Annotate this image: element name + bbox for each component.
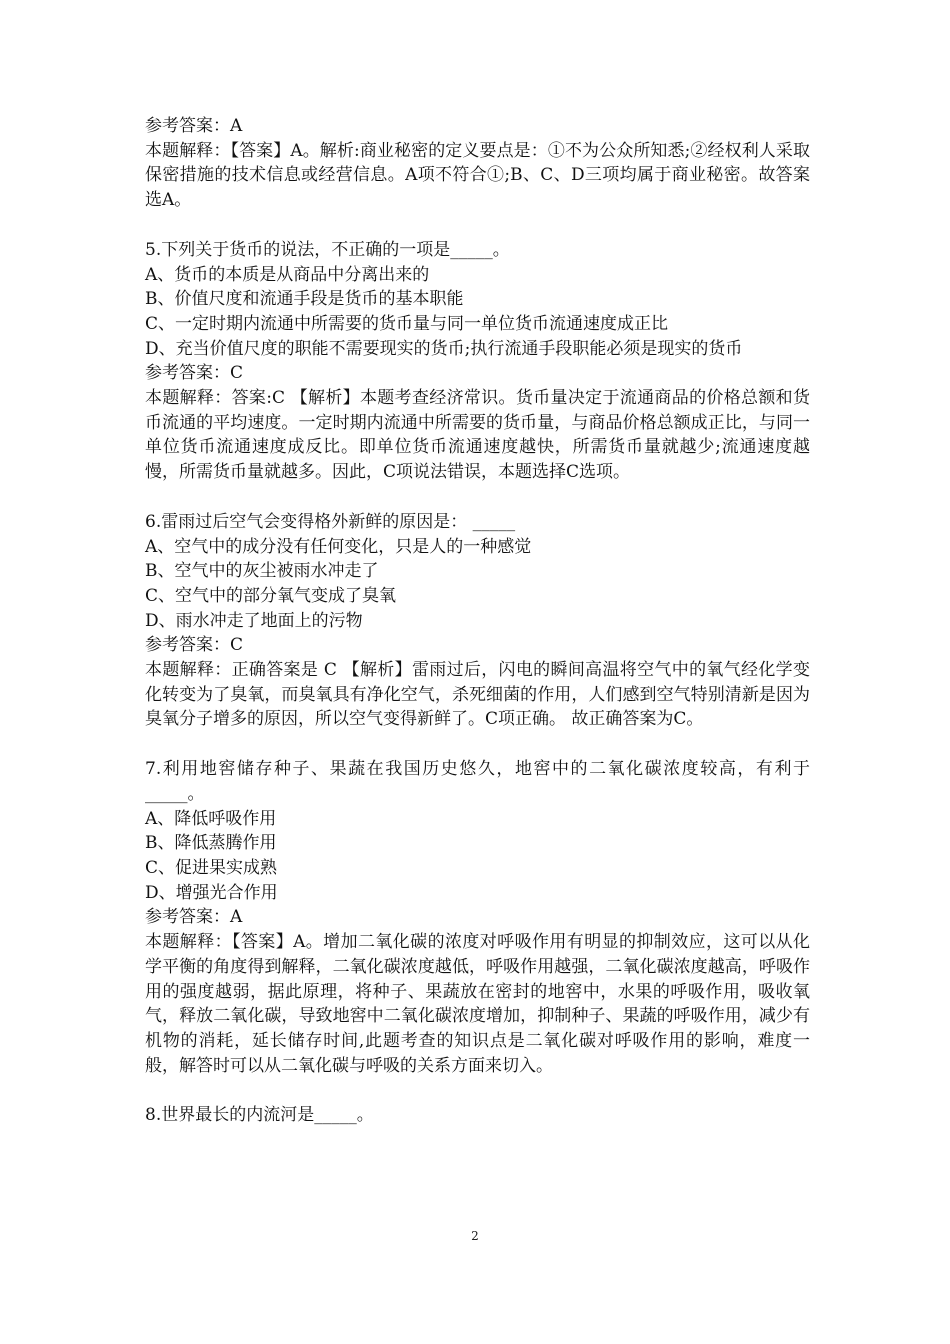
page-content [145,114,810,1128]
q5-question: 5.下列关于货币的说法，不正确的一项是_____。 [145,239,510,260]
q5-explanation: 本题解释：答案:C 【解析】本题考查经济常识。货币量决定于流通商品的价格总额和货币流通的平均速度。一定时期内流通中所需要的货币量，与商品价格总额成正比，与同一单位货币流通速度成反比。即单位货币流通速度越快，所需货币量就越少;流通速度越慢，所需货币量就越多。因此，C项说法错误，本题选择C选项。 [145,388,810,483]
spacer [145,732,810,757]
q6-option-d: D、雨水冲走了地面上的污物 [145,610,363,631]
q7-answer: 参考答案：A [145,907,243,928]
q6-question: 6.雷雨过后空气会变得格外新鲜的原因是： _____ [145,511,516,532]
q7-option-a: A、降低呼吸作用 [145,808,277,829]
spacer [145,485,810,510]
q5-option-b: B、价值尺度和流通手段是货币的基本职能 [145,289,464,310]
q5-option-c: C、一定时期内流通中所需要的货币量与同一单位货币流通速度成正比 [145,313,669,334]
q6-option-c: C、空气中的部分氧气变成了臭氧 [145,585,397,606]
q4-answer: 参考答案：A [145,116,243,136]
q7-explanation: 本题解释：【答案】A。增加二氧化碳的浓度对呼吸作用有明显的抑制效应，这可以从化学平衡的角度得到解释，二氧化碳浓度越低，呼吸作用越强，二氧化碳浓度越高，呼吸作用的强度越弱，据此原理，将种子、果蔬放在密封的地窖中，水果的呼吸作用，吸收氧气，释放二氧化碳，导致地窖中二氧化碳浓度增加，抑制种子、果蔬的呼吸作用，减少有机物的消耗，延长储存时间,此题考查的知识点是二氧化碳对呼吸作用的影响，难度一般，解答时可以从二氧化碳与呼吸的关系方面来切入。 [145,932,810,1076]
q5-answer: 参考答案：C [145,363,244,384]
q7-option-d: D、增强光合作用 [145,882,278,903]
q7-option-b: B、降低蒸腾作用 [145,833,277,854]
q8-question: 8.世界最长的内流河是_____。 [145,1105,374,1126]
q6-explanation: 本题解释：正确答案是 C 【解析】雷雨过后，闪电的瞬间高温将空气中的氧气经化学变化转变为了臭氧，而臭氧具有净化空气，杀死细菌的作用，人们感到空气特别清新是因为臭氧分子增多的原因，所以空气变得新鲜了。C项正确。 故正确答案为C。 [145,660,810,730]
q6-answer: 参考答案：C [145,635,244,656]
q6-option-b: B、空气中的灰尘被雨水冲走了 [145,561,379,582]
q6-option-a: A、空气中的成分没有任何变化，只是人的一种感觉 [145,536,532,557]
spacer [145,1078,810,1103]
q7-option-c: C、促进果实成熟 [145,857,278,878]
q5-option-d: D、充当价值尺度的职能不需要现实的货币;执行流通手段职能必须是现实的货币 [145,338,743,359]
page-number: 2 [471,1229,479,1243]
q5-option-a: A、货币的本质是从商品中分离出来的 [145,264,430,285]
spacer [145,213,810,238]
q4-explanation: 本题解释：【答案】A。解析:商业秘密的定义要点是：①不为公众所知悉;②经权利人采取保密措施的技术信息或经营信息。A项不符合①;B、C、D三项均属于商业秘密。故答案选A。 [145,140,810,211]
q7-question: 7.利用地窖储存种子、果蔬在我国历史悠久，地窖中的二氧化碳浓度较高，有利于_____。 [145,759,810,804]
